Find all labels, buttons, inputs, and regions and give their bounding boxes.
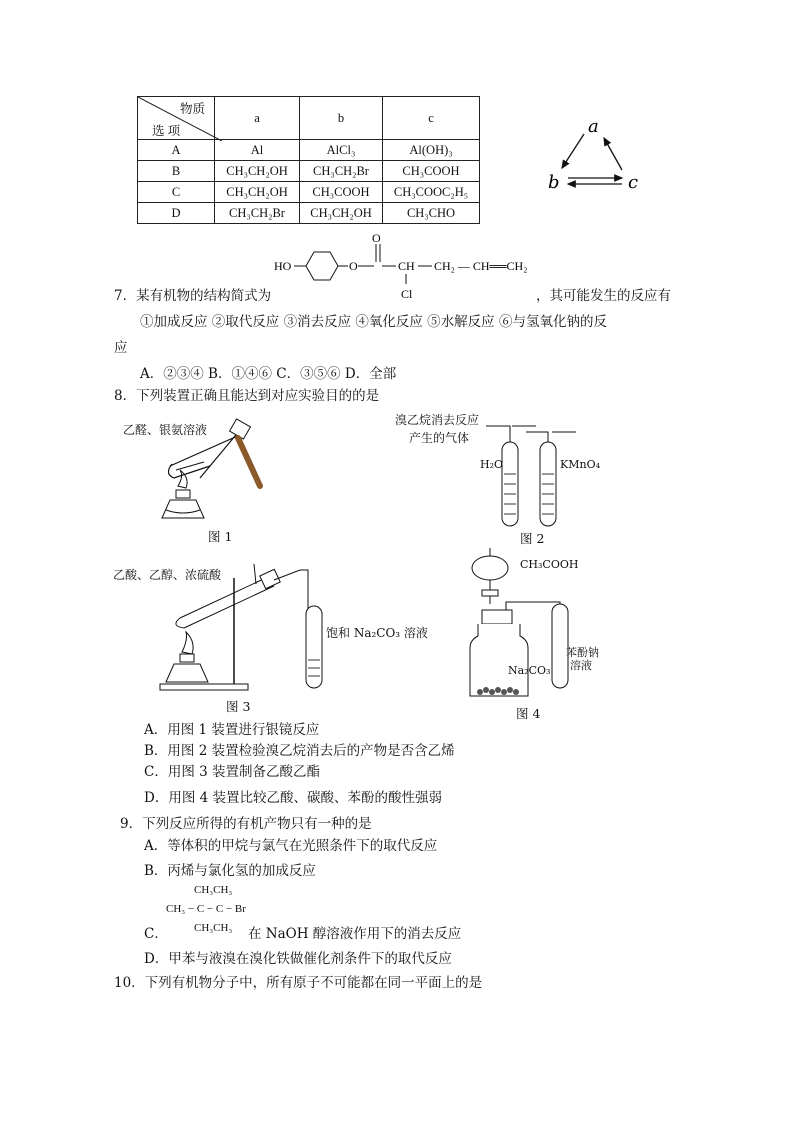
table-cell: CH₃CH₂OH	[215, 161, 300, 182]
q7-structure	[268, 228, 548, 302]
ho-label: HO	[274, 259, 292, 273]
table-header-row	[138, 97, 480, 140]
ch-label: CH	[398, 259, 415, 273]
corner-cell	[138, 97, 215, 140]
q8-option-c: C．用图 3 装置制备乙酸乙酯	[144, 764, 321, 780]
fig1-apparatus	[150, 418, 280, 528]
node-a: a	[588, 116, 599, 137]
table-row	[138, 140, 480, 161]
header-b: b	[300, 97, 383, 140]
q7-reactions: ①加成反应 ②取代反应 ③消去反应 ④氧化反应 ⑤水解反应 ⑥与氢氧化钠的反	[140, 314, 607, 330]
node-b: b	[548, 172, 560, 193]
q9-struct-mid: CH₃ − C − C − Br	[166, 903, 246, 915]
q9-option-a: A．等体积的甲烷与氯气在光照条件下的取代反应	[144, 838, 438, 854]
fig3-label: 乙酸、乙醇、浓硫酸	[113, 568, 222, 582]
header-a: a	[215, 97, 300, 140]
q9-option-b: B．丙烯与氯化氢的加成反应	[144, 863, 316, 879]
table-cell: A	[138, 140, 215, 161]
fig3-receiver-tube	[300, 602, 330, 694]
table-row	[138, 203, 480, 224]
fig2-label-2: 产生的气体	[409, 431, 470, 445]
q9-stem: 9．下列反应所得的有机产物只有一种的是	[120, 816, 372, 832]
table-cell: CH₃COOH	[383, 161, 480, 182]
chain-label: CH₂ — CH══CH₂	[434, 259, 528, 273]
fig3-caption: 图 3	[226, 699, 251, 714]
fig1-caption: 图 1	[208, 529, 233, 544]
table-cell: CH₃CH₂OH	[300, 203, 383, 224]
table-cell: B	[138, 161, 215, 182]
q8-option-a: A．用图 1 装置进行银镜反应	[144, 722, 320, 738]
q7-choices: A．②③④ B．①④⑥ C．③⑤⑥ D．全部	[140, 366, 397, 382]
fig4-na2co3: Na₂CO₃	[508, 664, 551, 677]
corner-bottom-label: 选 项	[152, 124, 181, 138]
table-cell: Al	[215, 140, 300, 161]
fig3-na2co3: 饱和 Na₂CO₃ 溶液	[326, 626, 428, 640]
test-tube-holder	[238, 438, 260, 486]
fig2-apparatus	[476, 414, 596, 532]
fig4-phenol-1: 苯酚钠	[566, 646, 599, 659]
table-cell: CH₃CHO	[383, 203, 480, 224]
fig4-ch3cooh: CH₃COOH	[520, 558, 579, 571]
fig2-kmno4: KMnO₄	[560, 458, 600, 471]
q10-stem: 10．下列有机物分子中，所有原子不可能都在同一平面上的是	[114, 975, 483, 991]
table-cell: CH₃COOH	[300, 182, 383, 203]
q8-option-d: D．用图 4 装置比较乙酸、碳酸、苯酚的酸性强弱	[144, 790, 442, 806]
table-row	[138, 182, 480, 203]
q9-option-d: D．甲苯与液溴在溴化铁做催化剂条件下的取代反应	[144, 951, 452, 967]
ether-o: O	[349, 259, 358, 273]
fig4-caption: 图 4	[516, 706, 541, 721]
table-cell: C	[138, 182, 215, 203]
table-cell: CH₃CH₂OH	[215, 182, 300, 203]
node-c: c	[628, 172, 639, 193]
fig4-phenol-2: 溶液	[570, 659, 592, 672]
conversion-cycle-diagram	[540, 112, 650, 198]
corner-top-label: 物质	[180, 102, 206, 116]
table-row	[138, 161, 480, 182]
fig2-caption: 图 2	[520, 531, 545, 546]
carbonyl-o: O	[372, 231, 381, 245]
table-cell: CH₃CH₂Br	[215, 203, 300, 224]
fig1-label: 乙醛、银氨溶液	[123, 423, 208, 437]
table-cell: CH₃CH₂Br	[300, 161, 383, 182]
table-cell: AlCl₃	[300, 140, 383, 161]
benzene-ring	[306, 252, 338, 280]
table-cell: Al(OH)₃	[383, 140, 480, 161]
header-c: c	[383, 97, 480, 140]
cl-label: Cl	[401, 287, 413, 301]
table-cell: CH₃COOC₂H₅	[383, 182, 480, 203]
fig2-label-1: 溴乙烷消去反应	[395, 413, 480, 427]
table-cell: D	[138, 203, 215, 224]
q7-stem: 7．某有机物的结构简式为	[114, 288, 272, 304]
q8-stem: 8．下列装置正确且能达到对应实验目的的是	[114, 388, 380, 404]
q9-struct-bot: CH₃CH₃	[194, 922, 233, 934]
q9-struct-top: CH₃CH₃	[194, 884, 233, 896]
q9-option-c-prefix: C．	[144, 926, 168, 942]
q7-reactions-tail: 应	[114, 340, 128, 356]
q7-stem-tail: ，其可能发生的反应有	[536, 288, 671, 304]
options-table	[137, 96, 480, 224]
q8-option-b: B．用图 2 装置检验溴乙烷消去后的产物是否含乙烯	[144, 743, 455, 759]
q9-option-c-text: 在 NaOH 醇溶液作用下的消去反应	[248, 926, 462, 942]
fig2-h2o: H₂O	[480, 458, 504, 471]
